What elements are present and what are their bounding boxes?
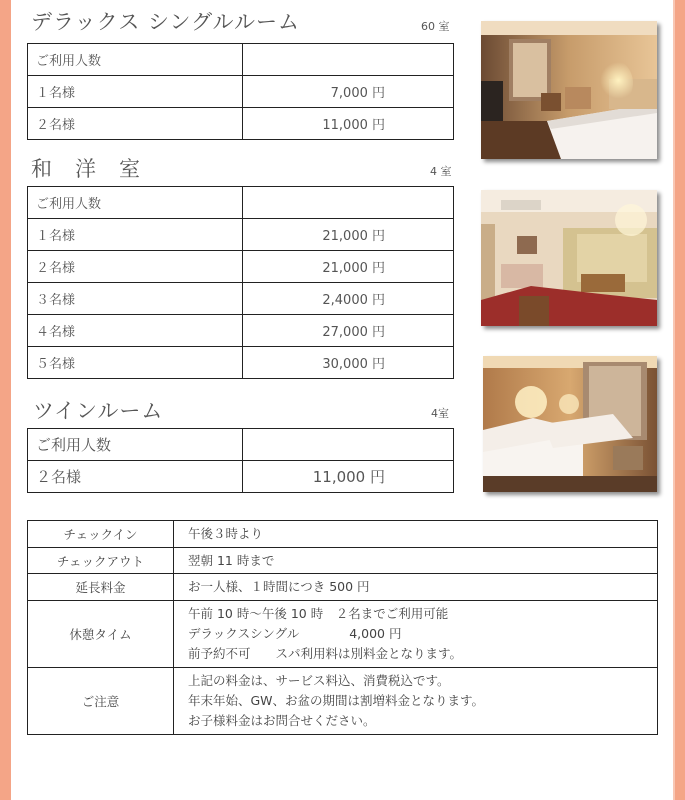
price-cell: 27,000 円 (243, 315, 454, 347)
japanese-western-title: 和 洋 室 (31, 157, 141, 181)
japanese-western-photo (481, 190, 657, 326)
table-header-row (28, 44, 454, 76)
twin-room-title: ツインルーム (33, 399, 164, 423)
info-row-notes (28, 668, 658, 735)
price-header (243, 429, 454, 461)
price-cell: 11,000 円 (243, 461, 454, 493)
notes-value (174, 668, 658, 735)
guests-cell: ４名様 (28, 315, 243, 347)
deluxe-single-rate-table (27, 43, 454, 140)
guests-header: ご利用人数 (28, 44, 243, 76)
guests-cell: ２名様 (28, 461, 243, 493)
price-header (243, 44, 454, 76)
info-row-rest (28, 601, 658, 668)
table-header-row (28, 429, 454, 461)
checkin-value: 午後３時より (174, 521, 658, 548)
guests-cell: １名様 (28, 219, 243, 251)
guests-header: ご利用人数 (28, 429, 243, 461)
guests-header: ご利用人数 (28, 187, 243, 219)
checkin-label: チェックイン (28, 521, 174, 548)
twin-room-image (483, 356, 657, 492)
table-row (28, 251, 454, 283)
price-cell: 30,000 円 (243, 347, 454, 379)
table-header-row (28, 187, 454, 219)
info-row-extension (28, 574, 658, 601)
table-row (28, 108, 454, 140)
notes-line: 年末年始、GW、お盆の期間は割増料金となります。 (188, 693, 485, 708)
left-border (0, 0, 11, 800)
deluxe-single-photo (481, 21, 657, 159)
japanese-western-rate-table (27, 186, 454, 379)
info-row-checkin (28, 521, 658, 548)
table-row (28, 76, 454, 108)
info-row-checkout (28, 548, 658, 574)
japanese-western-count: 4 室 (430, 165, 452, 178)
table-row (28, 219, 454, 251)
table-row (28, 347, 454, 379)
japanese-western-room-image (481, 190, 657, 326)
rest-line: 前予約不可 スパ利用料は別料金となります。 (188, 646, 463, 661)
twin-room-photo (483, 356, 657, 492)
deluxe-single-count: 60 室 (421, 20, 450, 33)
notes-label: ご注意 (28, 668, 174, 735)
notes-line: お子様料金はお問合せください。 (188, 713, 376, 728)
right-border (675, 0, 685, 800)
table-row (28, 461, 454, 493)
rest-line: デラックスシングル 4,000 円 (188, 626, 402, 641)
notes-line: 上記の料金は、サービス料込、消費税込です。 (188, 673, 450, 688)
guests-cell: １名様 (28, 76, 243, 108)
price-header (243, 187, 454, 219)
guests-cell: ２名様 (28, 251, 243, 283)
guests-cell: ３名様 (28, 283, 243, 315)
checkout-value: 翌朝 11 時まで (174, 548, 658, 574)
extension-value: お一人様、１時間につき 500 円 (174, 574, 658, 601)
price-cell: 2,4000 円 (243, 283, 454, 315)
rest-value (174, 601, 658, 668)
price-cell: 21,000 円 (243, 251, 454, 283)
rest-line: 午前 10 時～午後 10 時 ２名までご利用可能 (188, 606, 449, 621)
checkout-label: チェックアウト (28, 548, 174, 574)
price-cell: 21,000 円 (243, 219, 454, 251)
deluxe-single-title: デラックス シングルルーム (31, 10, 300, 34)
guests-cell: ５名様 (28, 347, 243, 379)
extension-label: 延長料金 (28, 574, 174, 601)
twin-room-count: 4室 (431, 407, 449, 420)
guests-cell: ２名様 (28, 108, 243, 140)
rest-label: 休憩タイム (28, 601, 174, 668)
price-cell: 7,000 円 (243, 76, 454, 108)
hotel-info-table (27, 520, 658, 735)
deluxe-single-room-image (481, 21, 657, 159)
table-row (28, 283, 454, 315)
table-row (28, 315, 454, 347)
price-cell: 11,000 円 (243, 108, 454, 140)
twin-room-rate-table (27, 428, 454, 493)
